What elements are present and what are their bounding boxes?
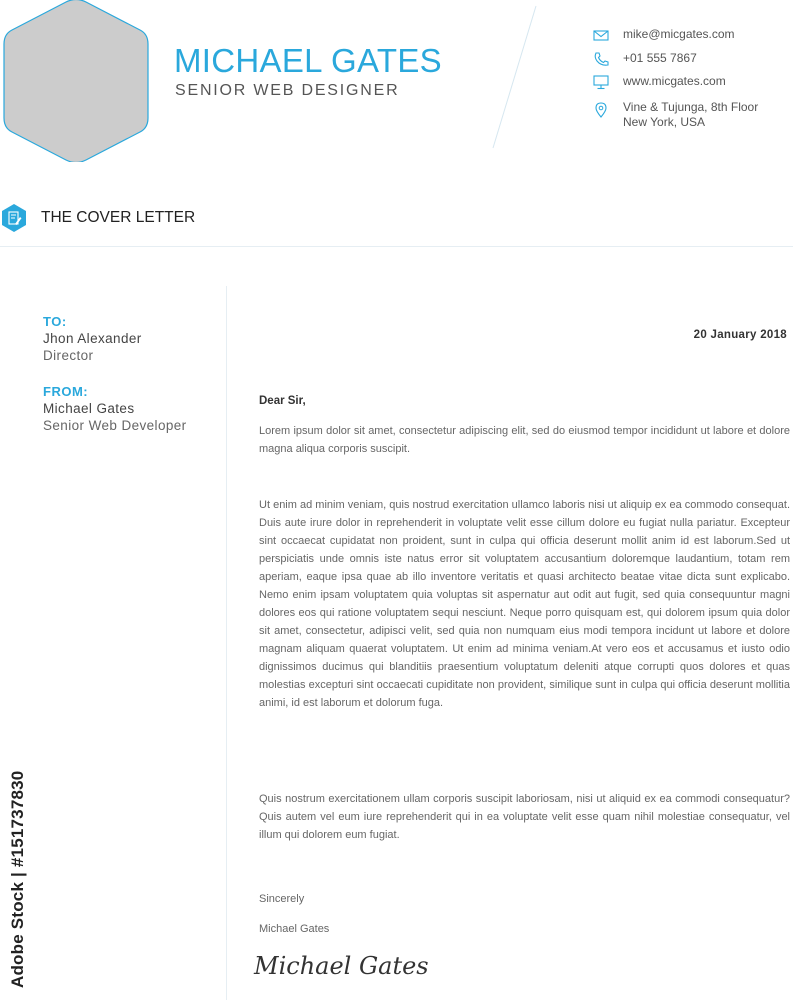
paragraph-1: Lorem ipsum dolor sit amet, consectetur adipiscing elit, sed do eiusmod tempor incididunt ut labore et dolore magna aliqua corporis suscipit. [259,425,790,455]
closing: Sincerely [259,893,305,905]
address-text [623,100,758,130]
paragraph-3: Quis nostrum exercitationem ullam corporis suscipit laboriosam, nisi ut aliquid ex ea commodi consequatur? Quis autem vel eum iure reprehenderit qui in ea voluptate velit esse quam nihil molestiae consequatur, vel illum qui dolorem eum fugiat. [259,793,790,841]
profile-photo-placeholder [0,0,152,162]
signature: Michael Gates [254,952,429,980]
closing-name: Michael Gates [259,923,330,935]
contact-phone[interactable] [592,51,697,67]
monitor-icon [592,74,610,90]
letter-date: 20 January 2018 [693,329,787,341]
to-label: TO: [43,314,67,329]
contact-address [592,100,758,130]
website-text: www.micgates.com [623,74,726,88]
column-divider [226,286,227,1000]
section-divider [0,246,793,247]
location-pin-icon [592,100,610,120]
section-title: THE COVER LETTER [41,209,196,226]
paragraph-2: Ut enim ad minim veniam, quis nostrud exercitation ullamco laboris nisi ut aliquip ex ea commodo consequat. Duis aute irure dolor in reprehenderit in voluptate velit esse cillum dolore eu fugiat nulla pariatur. Excepteur sint occaecat cupidatat non proident, sunt in culpa qui officia deserunt mollit anim id est laborum.Sed ut perspiciatis unde omnis iste natus error sit voluptatem accusantium doloremque laudantium, totam rem aperiam, eaque ipsa quae ab illo inventore veritatis et quasi architecto beatae vitae dicta sunt explicabo. Nemo enim ipsam voluptatem quia voluptas sit aspernatur aut odit aut fugit, sed quia consequuntur magni dolores eos qui ratione voluptatem sequi nesciunt. Neque porro quisquam est, qui dolorem ipsum quia dolor sit amet, consectetur, adipisci velit, sed quia non numquam eius modi tempora incidunt ut labore et dolore magnam aliquam quaerat voluptatem. Ut enim ad minima veniam.At vero eos et accusamus et iusto odio dignissimos ducimus qui blanditiis praesentium voluptatum deleniti atque corrupti quos dolores et quas molestias excepturi sint occaecati cupiditate non provident, similique sunt in culpa qui officia deserunt mollitia animi, id est laborum et dolorum fuga. [259,499,790,709]
stock-watermark [8,760,32,990]
document-edit-icon [0,203,28,233]
mail-icon [592,27,610,43]
watermark-text: Adobe Stock | #151737830 [8,770,27,988]
email-text: mike@micgates.com [623,27,735,41]
recipient-role: Director [43,348,94,363]
header-divider [488,0,548,150]
sender-name: Michael Gates [43,401,135,416]
recipient-name: Jhon Alexander [43,331,142,346]
phone-icon [592,51,610,67]
from-label: FROM: [43,384,89,399]
applicant-title: SENIOR WEB DESIGNER [175,82,400,99]
phone-text: +01 555 7867 [623,51,697,65]
salutation: Dear Sir, [259,395,306,407]
address-line-1: Vine & Tujunga, 8th Floor [623,100,759,114]
address-line-2: New York, USA [623,115,706,129]
contact-email[interactable] [592,27,735,43]
applicant-name: MICHAEL GATES [174,42,442,79]
sender-role: Senior Web Developer [43,418,187,433]
contact-website[interactable] [592,74,726,90]
